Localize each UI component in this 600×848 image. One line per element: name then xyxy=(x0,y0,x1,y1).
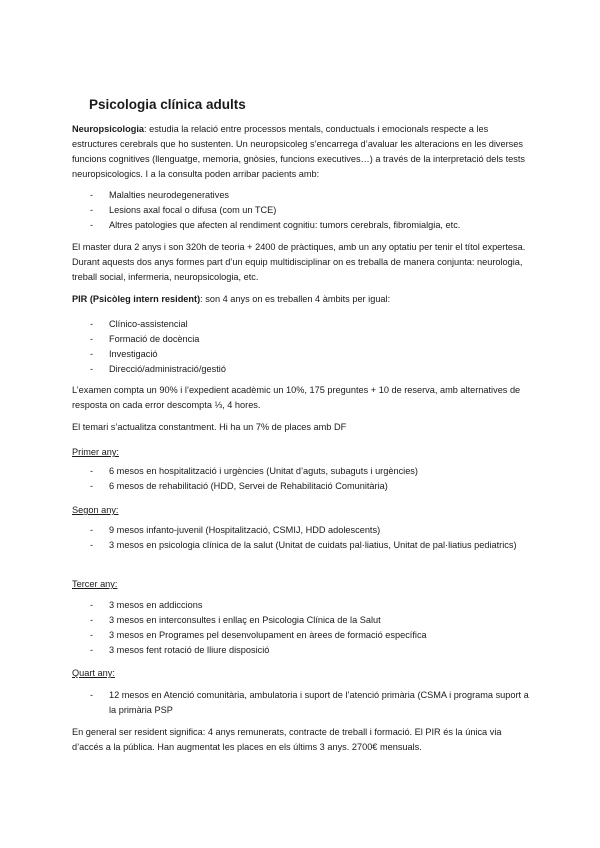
year-4-heading: Quart any: xyxy=(72,668,115,678)
list-item: - 3 mesos en addiccions xyxy=(90,600,203,610)
list-item: - 9 mesos infanto-juvenil (Hospitalització, CSMIJ, HDD adolescents) xyxy=(90,525,381,535)
year-2-heading: Segon any: xyxy=(72,505,119,515)
year-1-list xyxy=(72,464,534,494)
list-item: - Malalties neurodegeneratives xyxy=(90,190,230,200)
year-2-list xyxy=(72,523,534,553)
list-item: - 3 mesos fent rotació de lliure disposició xyxy=(90,645,270,655)
temari-paragraph: El temari s’actualitza constantment. Hi ha un 7% de places amb DF xyxy=(72,422,347,432)
list-item: - 6 mesos de rehabilitació (HDD, Servei de Rehabilitació Comunitària) xyxy=(90,481,388,491)
list-item: - 3 mesos en Programes pel desenvolupament en àrees de formació específica xyxy=(90,630,427,640)
pir-areas-list xyxy=(72,317,534,377)
list-item: - 3 mesos en interconsultes i enllaç en Psicologia Clínica de la Salut xyxy=(90,615,381,625)
list-item: - Clínico-assistencial xyxy=(90,319,188,329)
year-3-heading: Tercer any: xyxy=(72,579,118,589)
list-item: - Lesions axal focal o difusa (com un TCE) xyxy=(90,205,277,215)
neuropsicologia-text: : estudia la relació entre processos mentals, conductuals i emocionals respecte a les estructures cerebrals que ho sustenten. Un neuropsicoleg s’encarrega d’avaluar les alteracions en les diverses funcions cognitives (llenguatge, memoria, gnòsies, funcions executives…) a través de la interpretació dels tests neuropsicologics. I a la consulta poden arribar pacients amb: xyxy=(72,124,525,179)
neuropsicologia-term: Neuropsicologia xyxy=(72,124,144,134)
list-item: - 12 mesos en Atenció comunitària, ambulatoria i suport de l’atenció primària (CSMA i programa suport a la primària PSP xyxy=(90,690,529,715)
resident-summary-paragraph: En general ser resident significa: 4 anys remunerats, contracte de treball i formació. El PIR és la única via d’accés a la pública. Han augmentat les places en els últims 3 anys. 2700€ mensuals. xyxy=(72,727,502,752)
year-4-list xyxy=(72,688,534,718)
list-item: - Formació de docència xyxy=(90,334,200,344)
year-3-list xyxy=(72,598,534,658)
year-1-heading: Primer any: xyxy=(72,447,119,457)
pir-term: PIR (Psicòleg intern resident) xyxy=(72,294,201,304)
master-paragraph: El master dura 2 anys i son 320h de teoria + 2400 de pràctiques, amb un any optatiu per tenir el títol expertesa. Durant aquests dos anys formes part d’un equip multidisciplinar on es treballa de manera conjunta: neurologia, treball social, infermeria, neuropsicologia, etc. xyxy=(72,242,526,282)
pir-text: : son 4 anys on es treballen 4 àmbits per igual: xyxy=(200,294,391,304)
list-item: - Investigació xyxy=(90,349,158,359)
pir-paragraph xyxy=(72,292,534,307)
list-item: - Altres patologies que afecten al rendiment cognitiu: tumors cerebrals, fibromialgia, etc. xyxy=(90,220,461,230)
pathologies-list xyxy=(72,188,534,233)
neuropsicologia-paragraph xyxy=(72,122,534,182)
page-title: Psicologia clínica adults xyxy=(89,97,246,112)
list-item: - 3 mesos en psicologia clínica de la salut (Unitat de cuidats pal·liatius, Unitat de pal·liatius pediatrics) xyxy=(90,540,517,550)
list-item: - 6 mesos en hospitalització i urgències (Unitat d’aguts, subaguts i urgències) xyxy=(90,466,418,476)
exam-paragraph: L’examen compta un 90% i l’expedient acadèmic un 10%, 175 preguntes + 10 de reserva, amb alternatives de resposta on cada error descompta ⅓, 4 hores. xyxy=(72,385,521,410)
list-item: - Direcció/administració/gestió xyxy=(90,364,226,374)
